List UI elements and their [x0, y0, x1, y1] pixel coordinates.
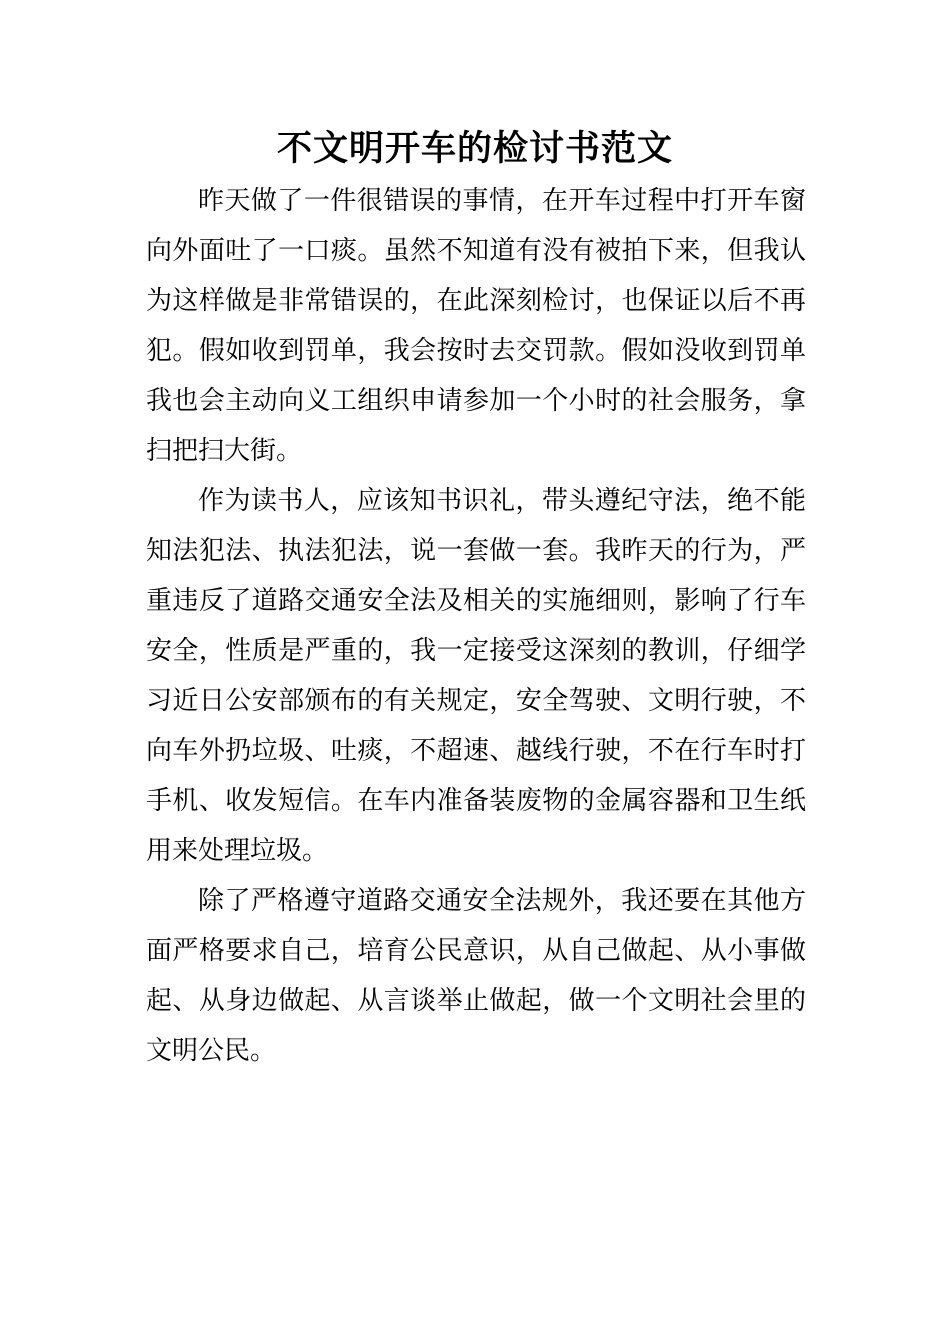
paragraph-2: 作为读书人，应该知书识礼，带头遵纪守法，绝不能知法犯法、执法犯法，说一套做一套。我昨天的行为，严重违反了道路交通安全法及相关的实施细则，影响了行车安全，性质是严重的，我一定接受这深刻的教训，仔细学习近日公安部颁布的有关规定，安全驾驶、文明行驶，不向车外扔垃圾、吐痰，不超速、越线行驶，不在行车时打手机、收发短信。在车内准备装废物的金属容器和卫生纸用来处理垃圾。: [146, 486, 806, 866]
paragraph-1: 昨天做了一件很错误的事情，在开车过程中打开车窗向外面吐了一口痰。虽然不知道有没有被拍下来，但我认为这样做是非常错误的，在此深刻检讨，也保证以后不再犯。假如收到罚单，我会按时去交罚款。假如没收到罚单我也会主动向义工组织申请参加一个小时的社会服务，拿扫把扫大街。: [146, 186, 806, 466]
document-title: 不文明开车的检讨书范文: [276, 129, 673, 169]
document-body: [146, 176, 806, 1076]
paragraph-3: 除了严格遵守道路交通安全法规外，我还要在其他方面严格要求自己，培育公民意识，从自己做起、从小事做起、从身边做起、从言谈举止做起，做一个文明社会里的文明公民。: [146, 886, 806, 1066]
